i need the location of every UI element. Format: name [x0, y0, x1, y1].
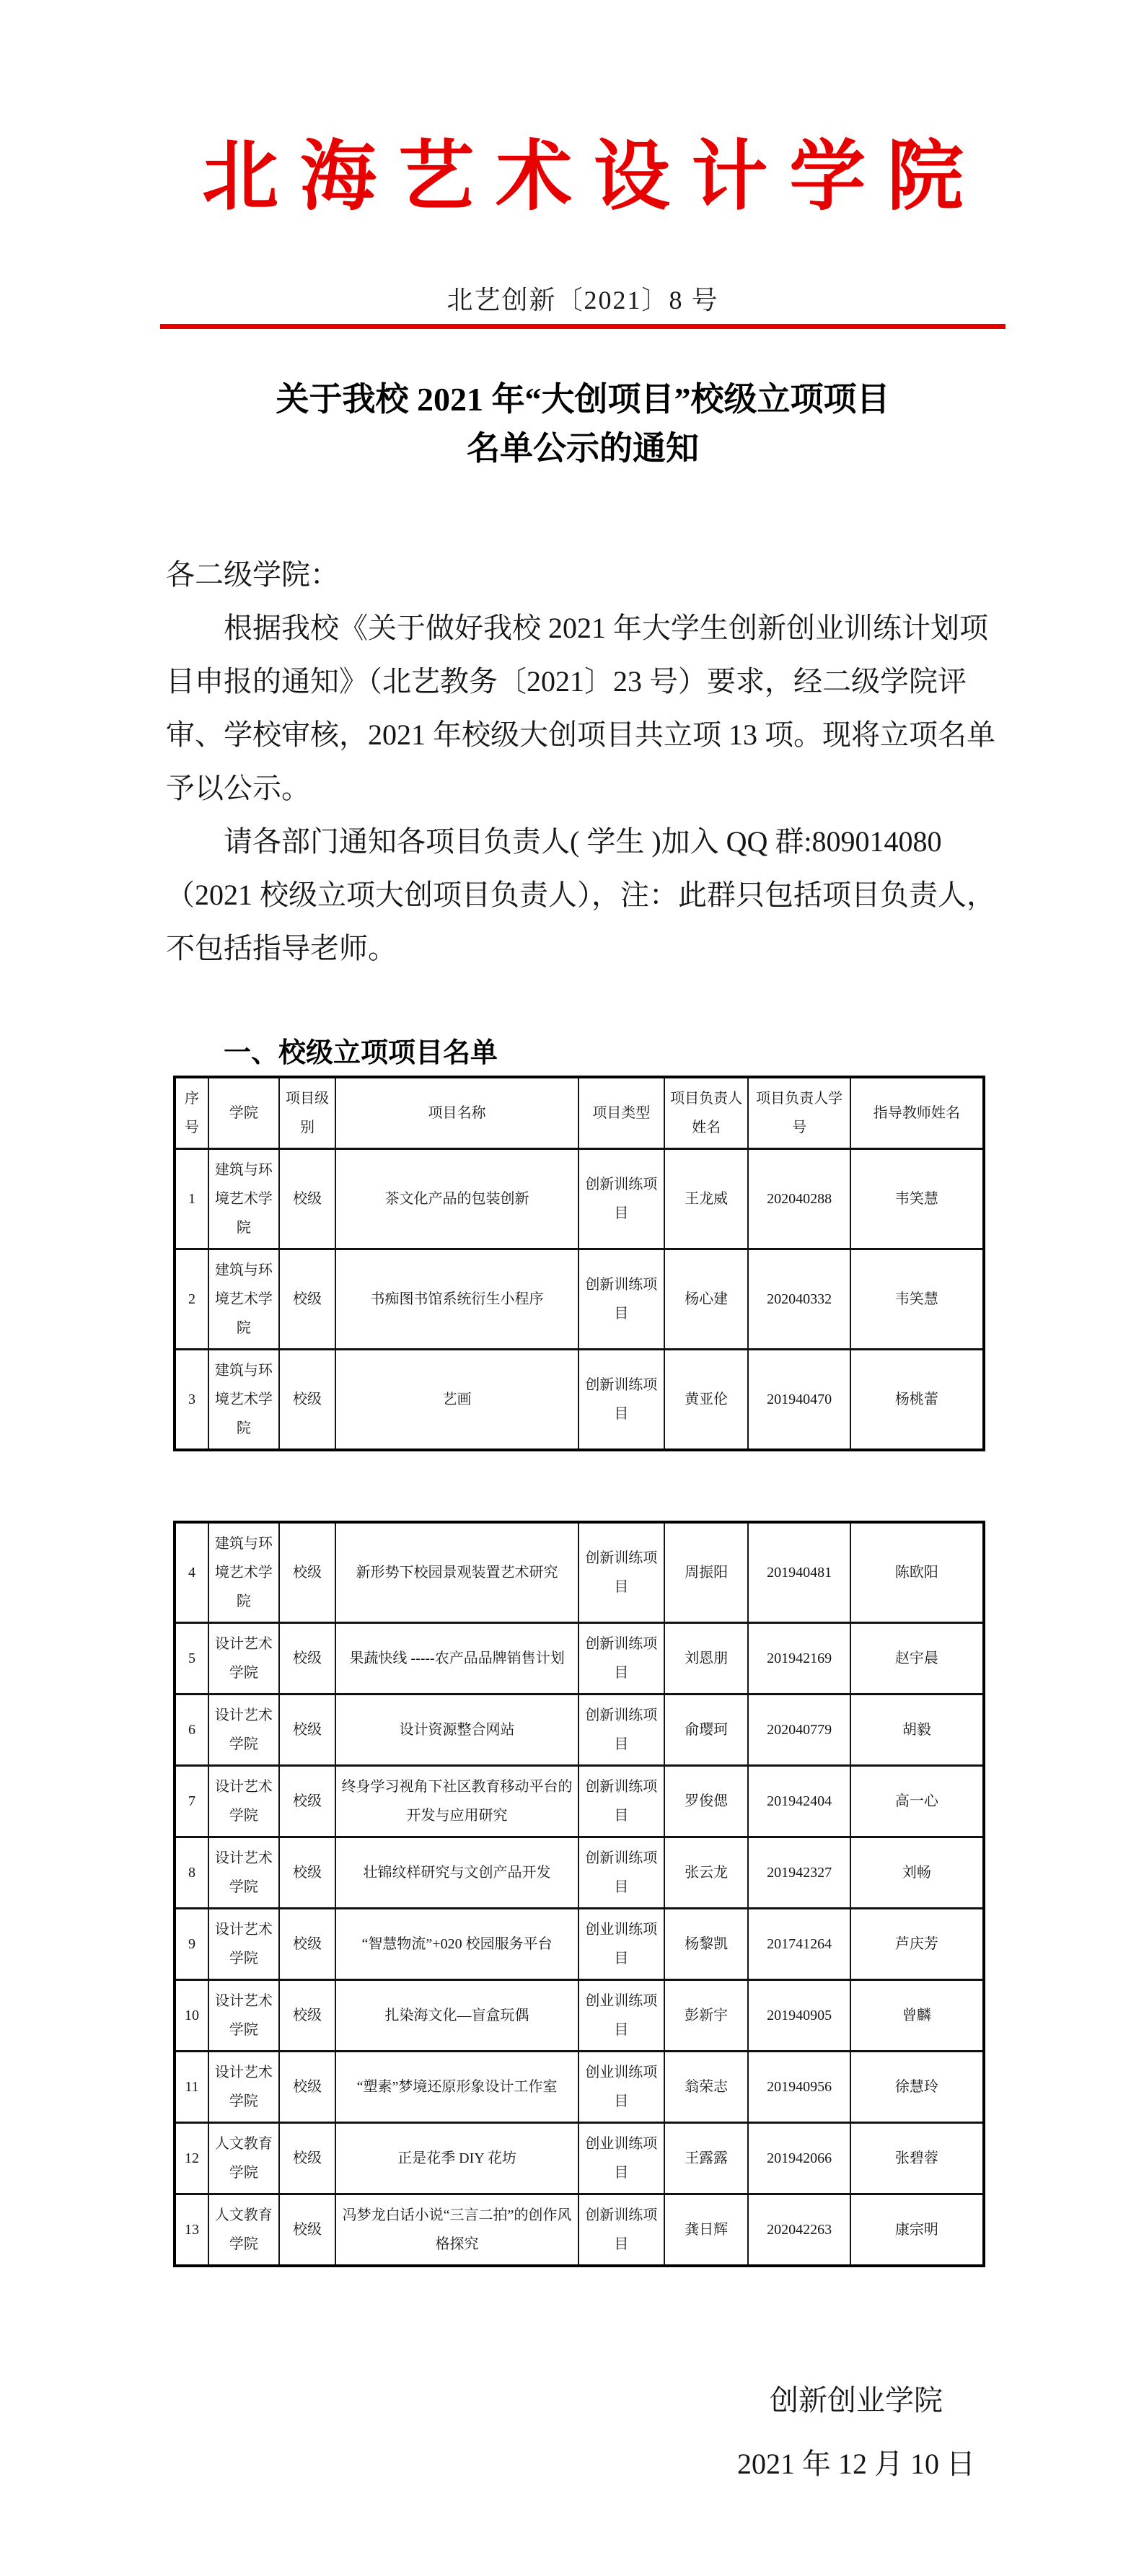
signature-block: [723, 2375, 990, 2489]
cell-project-type: 创业训练项目: [578, 1980, 664, 2052]
header-cell-project-type: 项目类型: [578, 1077, 664, 1149]
cell-college: 设计艺术学院: [208, 1837, 279, 1909]
table-row: [175, 1909, 984, 1980]
cell-project-type: 创新训练项目: [578, 1350, 664, 1451]
table-row: [175, 1980, 984, 2052]
header-cell-project-name: 项目名称: [335, 1077, 578, 1149]
project-table-rows-1-3: [175, 1149, 984, 1451]
cell-leader-id: 202042263: [748, 2194, 850, 2267]
cell-leader-name: 刘恩朋: [664, 1623, 749, 1694]
table-row: [175, 1623, 984, 1694]
cell-project-type: 创新训练项目: [578, 1766, 664, 1837]
cell-college: 人文教育学院: [208, 2194, 279, 2267]
red-divider-rule: [160, 324, 1006, 329]
cell-project-name: 果蔬快线 -----农产品品牌销售计划: [335, 1623, 578, 1694]
cell-leader-id: 202040332: [748, 1249, 850, 1350]
cell-college: 建筑与环境艺术学院: [208, 1249, 279, 1350]
cell-advisor-name: 胡毅: [850, 1694, 984, 1766]
cell-advisor-name: 高一心: [850, 1766, 984, 1837]
cell-advisor-name: 曾麟: [850, 1980, 984, 2052]
cell-leader-name: 王露露: [664, 2123, 749, 2194]
table-row: [175, 1350, 984, 1451]
notice-title: [166, 375, 1000, 473]
cell-leader-id: 201741264: [748, 1909, 850, 1980]
cell-leader-id: 201942327: [748, 1837, 850, 1909]
cell-project-name: 设计资源整合网站: [335, 1694, 578, 1766]
cell-leader-id: 202040288: [748, 1149, 850, 1249]
cell-level: 校级: [279, 1522, 336, 1623]
cell-level: 校级: [279, 1766, 336, 1837]
cell-project-type: 创业训练项目: [578, 1909, 664, 1980]
cell-advisor-name: 徐慧玲: [850, 2052, 984, 2123]
cell-leader-name: 杨黎凯: [664, 1909, 749, 1980]
cell-index: 7: [175, 1766, 208, 1837]
cell-leader-name: 张云龙: [664, 1837, 749, 1909]
cell-college: 设计艺术学院: [208, 1909, 279, 1980]
cell-project-type: 创新训练项目: [578, 1149, 664, 1249]
cell-index: 10: [175, 1980, 208, 2052]
cell-leader-name: 王龙威: [664, 1149, 749, 1249]
table-row: [175, 1249, 984, 1350]
cell-project-name: “智慧物流”+020 校园服务平台: [335, 1909, 578, 1980]
header-cell-level: 项目级别: [279, 1077, 336, 1149]
header-cell-index: 序号: [175, 1077, 208, 1149]
cell-level: 校级: [279, 2052, 336, 2123]
cell-project-type: 创新训练项目: [578, 1249, 664, 1350]
cell-college: 建筑与环境艺术学院: [208, 1149, 279, 1249]
cell-project-name: 扎染海文化—盲盒玩偶: [335, 1980, 578, 2052]
header-cell-college: 学院: [208, 1077, 279, 1149]
cell-project-name: 艺画: [335, 1350, 578, 1451]
table-row: [175, 1694, 984, 1766]
cell-college: 建筑与环境艺术学院: [208, 1350, 279, 1451]
cell-advisor-name: 陈欧阳: [850, 1522, 984, 1623]
cell-leader-name: 俞璎珂: [664, 1694, 749, 1766]
cell-college: 设计艺术学院: [208, 1694, 279, 1766]
cell-index: 3: [175, 1350, 208, 1451]
cell-project-type: 创新训练项目: [578, 1694, 664, 1766]
cell-index: 9: [175, 1909, 208, 1980]
cell-index: 6: [175, 1694, 208, 1766]
cell-leader-id: 201942066: [748, 2123, 850, 2194]
cell-project-name: 终身学习视角下社区教育移动平台的开发与应用研究: [335, 1766, 578, 1837]
cell-project-name: 新形势下校园景观装置艺术研究: [335, 1522, 578, 1623]
table-row: [175, 1149, 984, 1249]
cell-level: 校级: [279, 1249, 336, 1350]
cell-leader-id: 201940956: [748, 2052, 850, 2123]
table-row: [175, 1837, 984, 1909]
issuing-department: 创新创业学院: [770, 2384, 943, 2417]
cell-advisor-name: 康宗明: [850, 2194, 984, 2267]
cell-project-name: “塑素”梦境还原形象设计工作室: [335, 2052, 578, 2123]
notice-title-line-2: 名单公示的通知: [467, 429, 699, 467]
cell-college: 人文教育学院: [208, 2123, 279, 2194]
project-table-part-1: [173, 1076, 985, 1451]
cell-index: 1: [175, 1149, 208, 1249]
cell-project-type: 创业训练项目: [578, 2123, 664, 2194]
cell-level: 校级: [279, 1909, 336, 1980]
cell-project-type: 创新训练项目: [578, 1522, 664, 1623]
cell-level: 校级: [279, 1837, 336, 1909]
body-paragraph-2: 请各部门通知各项目负责人( 学生 )加入 QQ 群:809014080（2021 校级立项大创项目负责人），注：此群只包括项目负责人，不包括指导老师。: [166, 825, 995, 964]
header-cell-leader-name: 项目负责人姓名: [664, 1077, 749, 1149]
cell-leader-name: 彭新宇: [664, 1980, 749, 2052]
header-cell-advisor-name: 指导教师姓名: [850, 1077, 984, 1149]
cell-advisor-name: 芦庆芳: [850, 1909, 984, 1980]
issue-date: 2021 年 12 月 10 日: [737, 2448, 975, 2481]
notice-title-line-1: 关于我校 2021 年“大创项目”校级立项项目: [276, 380, 890, 418]
cell-level: 校级: [279, 1694, 336, 1766]
salutation: 各二级学院：: [166, 558, 339, 591]
cell-index: 2: [175, 1249, 208, 1350]
cell-index: 4: [175, 1522, 208, 1623]
cell-leader-id: 201940481: [748, 1522, 850, 1623]
cell-project-type: 创业训练项目: [578, 2052, 664, 2123]
cell-college: 设计艺术学院: [208, 2052, 279, 2123]
cell-level: 校级: [279, 1350, 336, 1451]
section-heading: 一、校级立项项目名单: [224, 1037, 498, 1068]
cell-level: 校级: [279, 2123, 336, 2194]
cell-leader-name: 翁荣志: [664, 2052, 749, 2123]
cell-leader-id: 201942169: [748, 1623, 850, 1694]
cell-college: 设计艺术学院: [208, 1623, 279, 1694]
cell-project-type: 创新训练项目: [578, 1837, 664, 1909]
cell-level: 校级: [279, 2194, 336, 2267]
cell-project-type: 创新训练项目: [578, 2194, 664, 2267]
project-table-header: [175, 1077, 984, 1149]
cell-project-type: 创新训练项目: [578, 1623, 664, 1694]
cell-leader-id: 201942404: [748, 1766, 850, 1837]
cell-leader-name: 罗俊偲: [664, 1766, 749, 1837]
project-table-part-2: [173, 1521, 985, 2267]
cell-leader-id: 201940470: [748, 1350, 850, 1451]
cell-leader-name: 黄亚伦: [664, 1350, 749, 1451]
cell-index: 13: [175, 2194, 208, 2267]
cell-advisor-name: 杨桃蕾: [850, 1350, 984, 1451]
cell-project-name: 壮锦纹样研究与文创产品开发: [335, 1837, 578, 1909]
table-row: [175, 2194, 984, 2267]
cell-advisor-name: 韦笑慧: [850, 1149, 984, 1249]
cell-leader-id: 202040779: [748, 1694, 850, 1766]
cell-advisor-name: 赵宇晨: [850, 1623, 984, 1694]
cell-advisor-name: 张碧蓉: [850, 2123, 984, 2194]
cell-project-name: 书痴图书馆系统衍生小程序: [335, 1249, 578, 1350]
cell-index: 11: [175, 2052, 208, 2123]
cell-project-name: 茶文化产品的包装创新: [335, 1149, 578, 1249]
cell-college: 设计艺术学院: [208, 1980, 279, 2052]
cell-leader-name: 龚日辉: [664, 2194, 749, 2267]
cell-advisor-name: 刘畅: [850, 1837, 984, 1909]
table-row: [175, 2052, 984, 2123]
cell-project-name: 正是花季 DIY 花坊: [335, 2123, 578, 2194]
cell-index: 8: [175, 1837, 208, 1909]
table-row: [175, 1766, 984, 1837]
cell-level: 校级: [279, 1980, 336, 2052]
cell-leader-id: 201940905: [748, 1980, 850, 2052]
cell-project-name: 冯梦龙白话小说“三言二拍”的创作风格探究: [335, 2194, 578, 2267]
table-row: [175, 1522, 984, 1623]
table-row: [175, 2123, 984, 2194]
cell-level: 校级: [279, 1149, 336, 1249]
cell-index: 12: [175, 2123, 208, 2194]
notice-body: [166, 548, 1000, 975]
school-letterhead: 北海艺术设计学院: [202, 135, 985, 219]
table-header-row: [175, 1077, 984, 1149]
cell-college: 建筑与环境艺术学院: [208, 1522, 279, 1623]
cell-index: 5: [175, 1623, 208, 1694]
cell-advisor-name: 韦笑慧: [850, 1249, 984, 1350]
cell-level: 校级: [279, 1623, 336, 1694]
cell-leader-name: 周振阳: [664, 1522, 749, 1623]
cell-college: 设计艺术学院: [208, 1766, 279, 1837]
document-number: 北艺创新〔2021〕8 号: [446, 286, 719, 315]
header-cell-leader-id: 项目负责人学号: [748, 1077, 850, 1149]
body-paragraph-1: 根据我校《关于做好我校 2021 年大学生创新创业训练计划项目申报的通知》（北艺教务〔2021〕23 号）要求，经二级学院评审、学校审核，2021 年校级大创项目共立项 13 项。现将立项名单予以公示。: [166, 611, 995, 804]
cell-leader-name: 杨心建: [664, 1249, 749, 1350]
project-table-rows-4-13: [175, 1522, 984, 2266]
